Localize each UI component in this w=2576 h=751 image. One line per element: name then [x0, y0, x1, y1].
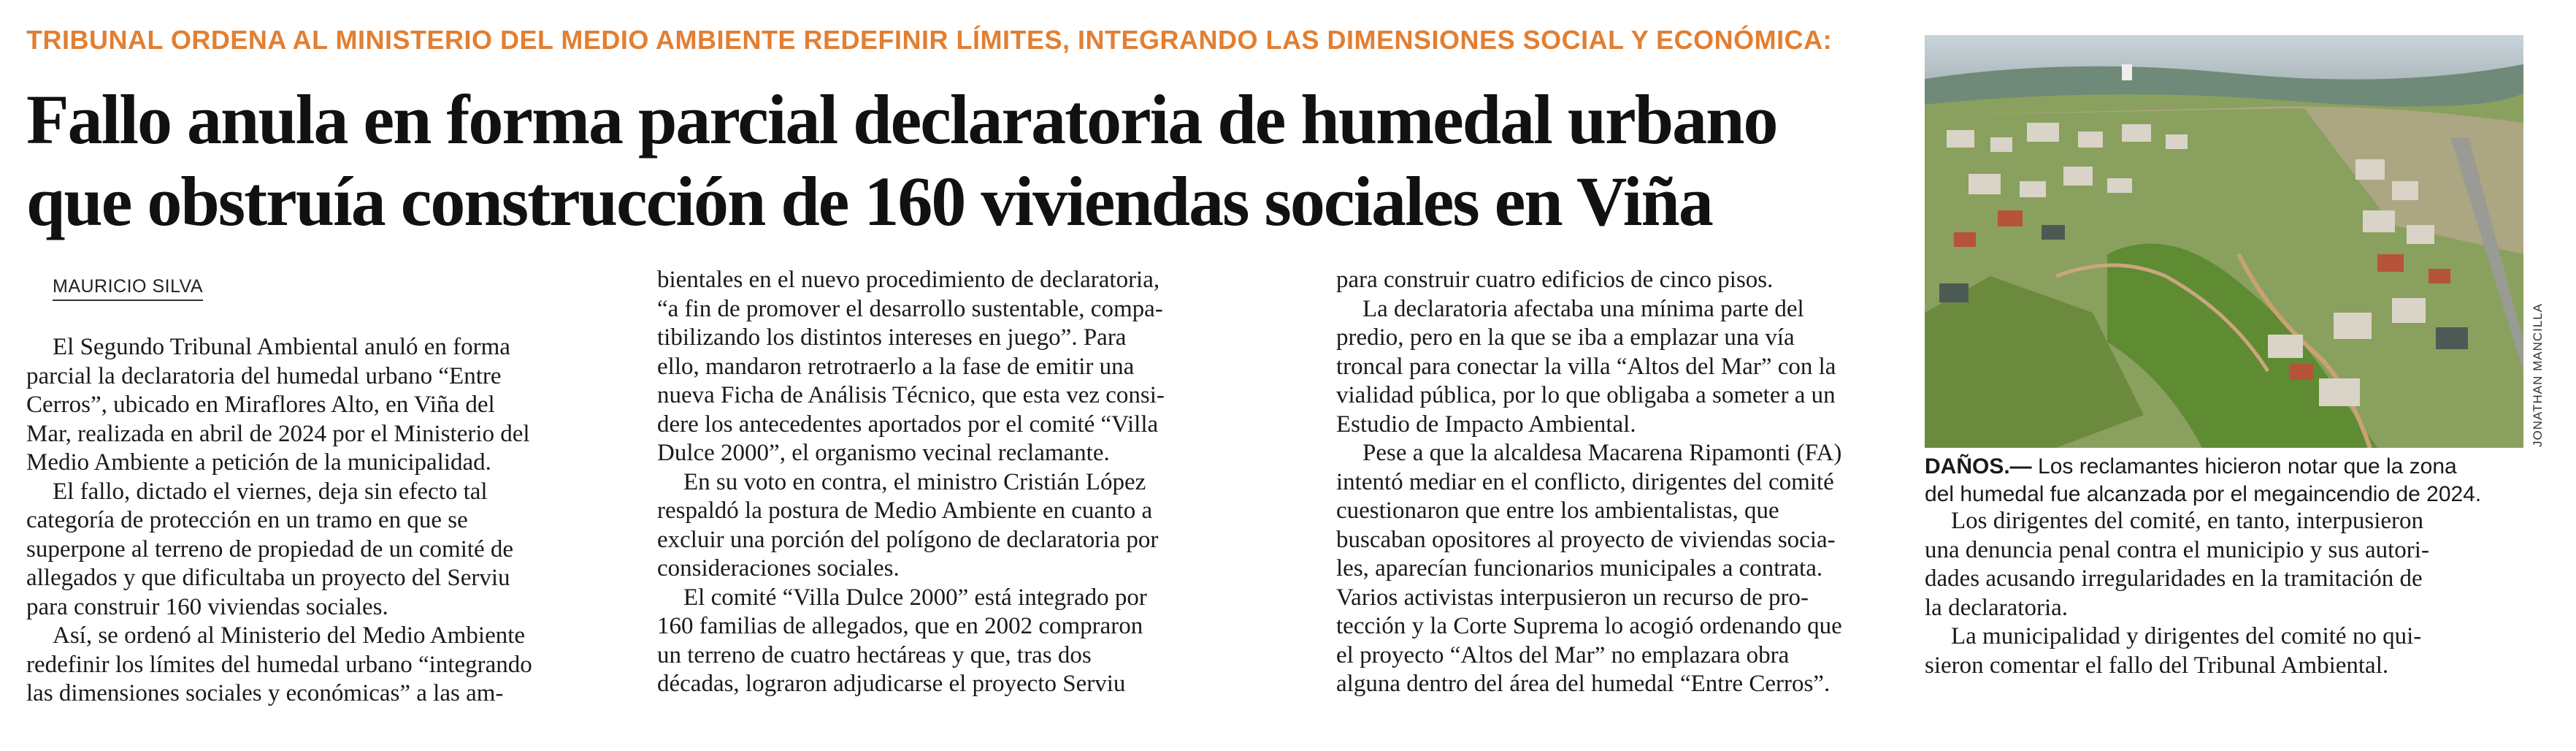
photo-credit: JONATHAN MANCILLA	[2531, 302, 2545, 447]
text-line: tibilizando los distintos intereses en juego”. Para	[657, 324, 1127, 351]
text-line: El fallo, dictado el viernes, deja sin efecto tal	[53, 478, 488, 505]
text-line: categoría de protección en un tramo en que se	[26, 507, 468, 533]
text-line: La declaratoria afectaba una mínima parte del	[1362, 295, 1804, 322]
text-line: En su voto en contra, el ministro Cristián López	[683, 468, 1146, 495]
text-line: cuestionaron que entre los ambientalistas, que	[1336, 498, 1779, 524]
text-line: respaldó la postura de Medio Ambiente en cuanto a	[657, 498, 1153, 524]
text-line: “a fin de promover el desarrollo sustentable, compa-	[657, 295, 1163, 322]
text-line: les, aparecían funcionarios municipales a contrata.	[1336, 555, 1823, 582]
kicker: TRIBUNAL ORDENA AL MINISTERIO DEL MEDIO AMBIENTE REDEFINIR LÍMITES, INTEGRANDO LAS DIMENSIONES SOCIAL Y ECONÓMICA:	[26, 25, 1833, 55]
text-line: excluir una porción del polígono de declaratoria por	[657, 526, 1159, 553]
text-line: bientales en el nuevo procedimiento de declaratoria,	[657, 267, 1160, 293]
text-line: nueva Ficha de Análisis Técnico, que esta vez consi-	[657, 382, 1165, 408]
text-line: parcial la declaratoria del humedal urbano “Entre	[26, 362, 502, 389]
text-line: tección y la Corte Suprema lo acogió ordenando que	[1336, 613, 1842, 639]
text-line: buscaban opositores al proyecto de viviendas socia-	[1336, 526, 1836, 553]
article-column-1	[26, 333, 640, 709]
text-line: El Segundo Tribunal Ambiental anuló en forma	[53, 334, 510, 360]
text-line: predio, pero en la que se iba a emplazar una vía	[1336, 324, 1795, 351]
text-line: sieron comentar el fallo del Tribunal Ambiental.	[1925, 652, 2389, 679]
article-column-2	[657, 266, 1270, 699]
caption-line-1	[1925, 453, 2523, 481]
text-line: allegados y que dificultaba un proyecto del Serviu	[26, 565, 510, 591]
text-line: un terreno de cuatro hectáreas y que, tras dos	[657, 641, 1092, 668]
headline	[26, 79, 1910, 243]
caption-text-1: Los reclamantes hicieron notar que la zona	[2031, 454, 2457, 479]
text-line: la declaratoria.	[1925, 594, 2069, 621]
text-line: Medio Ambiente a petición de la municipalidad.	[26, 449, 491, 476]
headline-line-1: Fallo anula en forma parcial declaratoria de humedal urbano	[26, 80, 1777, 159]
text-line: intentó mediar en el conflicto, dirigentes del comité	[1336, 468, 1834, 495]
article-column-3	[1336, 266, 1950, 699]
text-line: Los dirigentes del comité, en tanto, interpusieron	[1951, 508, 2423, 534]
text-line: redefinir los límites del humedal urbano “integrando	[26, 651, 532, 678]
text-line: Dulce 2000”, el organismo vecinal reclamante.	[657, 440, 1110, 466]
caption-label: DAÑOS.—	[1925, 454, 2032, 479]
text-line: Cerros”, ubicado en Miraflores Alto, en Viña del	[26, 392, 495, 418]
photo-caption	[1925, 453, 2523, 508]
caption-line-2: del humedal fue alcanzada por el megaincendio de 2024.	[1925, 482, 2482, 506]
headline-line-2: que obstruía construcción de 160 viviendas sociales en Viña	[26, 162, 1712, 240]
text-line: alguna dentro del área del humedal “Entre Cerros”.	[1336, 671, 1831, 697]
text-line: La municipalidad y dirigentes del comité no qui-	[1951, 623, 2422, 649]
text-line: Varios activistas interpusieron un recurso de pro-	[1336, 584, 1809, 611]
text-line: décadas, lograron adjudicarse el proyecto Serviu	[657, 671, 1126, 697]
text-line: dere los antecedentes aportados por el comité “Villa	[657, 411, 1159, 438]
text-line: para construir cuatro edificios de cinco pisos.	[1336, 267, 1774, 293]
text-line: El comité “Villa Dulce 2000” está integrado por	[683, 584, 1147, 611]
text-line: dades acusando irregularidades en la tramitación de	[1925, 565, 2423, 592]
aerial-photo	[1925, 35, 2523, 448]
text-line: para construir 160 viviendas sociales.	[26, 593, 388, 620]
text-line: una denuncia penal contra el municipio y sus autori-	[1925, 536, 2429, 563]
text-line: consideraciones sociales.	[657, 555, 900, 582]
text-line: las dimensiones sociales y económicas” a las am-	[26, 680, 504, 706]
text-line: troncal para conectar la villa “Altos del Mar” con la	[1336, 353, 1836, 380]
text-line: Mar, realizada en abril de 2024 por el Ministerio del	[26, 420, 530, 447]
text-line: Pese a que la alcaldesa Macarena Ripamonti (FA)	[1362, 440, 1842, 466]
text-line: 160 familias de allegados, que en 2002 compraron	[657, 613, 1143, 639]
text-line: vialidad pública, por lo que obligaba a someter a un	[1336, 382, 1836, 408]
byline: MAURICIO SILVA	[53, 276, 203, 301]
text-line: ello, mandaron retrotraerlo a la fase de emitir una	[657, 353, 1135, 380]
text-line: Así, se ordenó al Ministerio del Medio Ambiente	[53, 622, 526, 649]
article-column-4	[1925, 507, 2523, 680]
aerial-photo-illustration	[1925, 35, 2523, 448]
text-line: el proyecto “Altos del Mar” no emplazara obra	[1336, 641, 1790, 668]
text-line: Estudio de Impacto Ambiental.	[1336, 411, 1636, 438]
text-line: superpone al terreno de propiedad de un comité de	[26, 535, 514, 563]
